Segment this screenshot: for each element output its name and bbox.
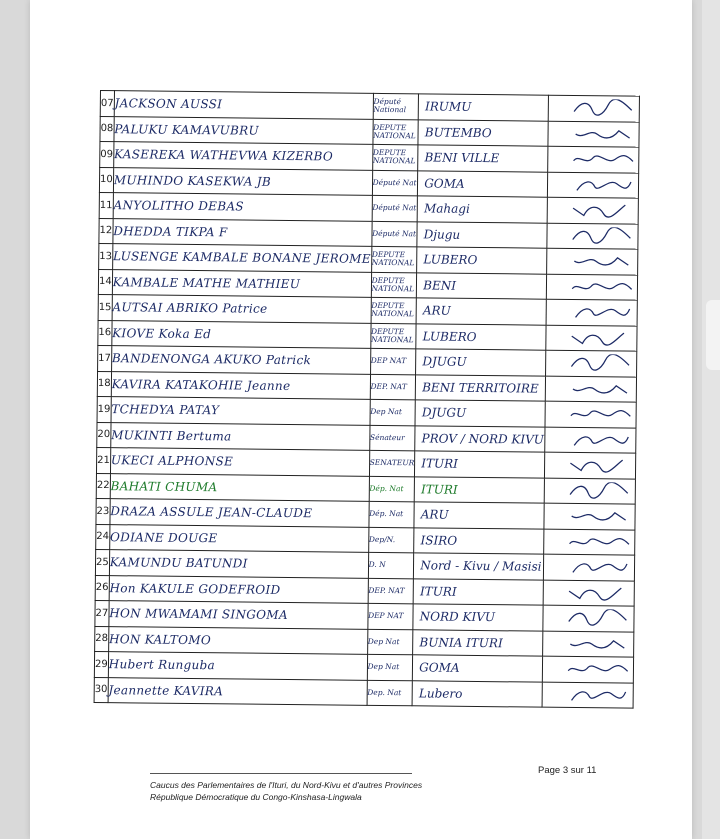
signatory-role: DEPUTE NATIONAL <box>371 275 415 294</box>
row-number: 29 <box>94 658 108 670</box>
signatory-constituency: BENI VILLE <box>424 150 500 166</box>
handwritten-signature <box>562 686 632 705</box>
signatory-name: AUTSAI ABRIKO Patrice <box>112 300 268 317</box>
signatory-role: DEP. NAT <box>370 381 407 391</box>
row-number: 15 <box>98 301 112 313</box>
signatory-name: UKECI ALPHONSE <box>110 453 234 469</box>
signature-table-body <box>94 91 639 709</box>
signatory-role: Dep. Nat <box>367 687 402 697</box>
handwritten-signature <box>566 329 636 348</box>
handwritten-signature <box>562 660 632 679</box>
signatory-name: Hon KAKULE GODEFROID <box>109 580 281 597</box>
signatory-role: DEPUTE NATIONAL <box>373 122 416 141</box>
footer-text <box>150 779 422 803</box>
signatory-constituency: PROV / NORD KIVU <box>421 431 545 447</box>
handwritten-signature <box>567 201 637 220</box>
signatory-name: ANYOLITHO DEBAS <box>113 198 244 214</box>
row-number: 24 <box>96 531 110 543</box>
signatory-role: Dep Nat <box>370 407 402 417</box>
footer-divider <box>150 773 412 774</box>
handwritten-signature <box>564 558 634 577</box>
signatory-name: PALUKU KAMAVUBRU <box>114 121 259 138</box>
signatory-role: Député Nat <box>372 228 417 239</box>
signatory-constituency: DJUGU <box>421 405 467 421</box>
handwritten-signature <box>563 635 633 654</box>
signatory-name: JACKSON AUSSI <box>114 96 223 112</box>
signatory-constituency: LUBERO <box>423 252 478 268</box>
page-number: Page 3 sur 11 <box>538 765 597 776</box>
handwritten-signature <box>567 227 637 246</box>
row-number: 20 <box>97 429 111 441</box>
row-number: 17 <box>98 352 111 364</box>
signatory-name: KAVIRA KATAKOHIE Jeanne <box>111 376 291 393</box>
table-row <box>94 677 633 708</box>
signatory-constituency: BUTEMBO <box>424 125 492 140</box>
row-number: 18 <box>97 378 111 390</box>
signatory-constituency: IRUMU <box>424 99 472 115</box>
signatory-name: KIOVE Koka Ed <box>112 325 212 341</box>
row-number: 28 <box>95 633 109 645</box>
signatory-name: HON KALTOMO <box>108 631 212 647</box>
signatory-name: BAHATI CHUMA <box>110 478 218 495</box>
signatory-name: BANDENONGA AKUKO Patrick <box>111 351 312 368</box>
signatory-role: DEP. NAT <box>368 585 405 595</box>
handwritten-signature <box>565 380 635 399</box>
signatory-name: KAMBALE MATHE MATHIEU <box>112 274 301 291</box>
row-number: 30 <box>94 684 108 696</box>
row-number: 10 <box>100 174 113 186</box>
row-number: 19 <box>97 403 111 415</box>
handwritten-signature <box>568 125 638 144</box>
signatory-role: Dep Nat <box>367 636 400 646</box>
signatory-name: TCHEDYA PATAY <box>111 402 220 418</box>
handwritten-signature <box>563 584 633 603</box>
signatory-constituency: ARU <box>422 303 451 318</box>
signatory-constituency: Nord - Kivu / Masisi <box>420 558 542 574</box>
signatory-role: DEPUTE NATIONAL <box>371 301 414 319</box>
signatory-role: Député National <box>373 97 407 115</box>
row-number: 27 <box>95 607 109 619</box>
signatory-role: DEPUTE NATIONAL <box>371 250 415 268</box>
signatory-role: Dep Nat <box>367 662 400 672</box>
signatory-role: D. N <box>368 560 386 570</box>
signatory-role: DEP NAT <box>368 611 404 621</box>
row-number: 13 <box>99 250 113 262</box>
handwritten-signature <box>568 176 638 195</box>
signatory-constituency: LUBERO <box>422 329 477 344</box>
signatory-name: LUSENGE KAMBALE BONANE JEROME <box>112 249 371 267</box>
row-number: 22 <box>96 480 110 492</box>
signatory-name: MUKINTI Bertuma <box>111 427 232 444</box>
signatory-name: MUHINDO KASEKWA JB <box>113 172 272 189</box>
row-number: 26 <box>95 582 109 594</box>
handwritten-signature <box>565 431 635 450</box>
handwritten-signature <box>563 609 633 628</box>
signatory-constituency: NORD KIVU <box>419 609 496 625</box>
row-number: 11 <box>99 199 113 211</box>
handwritten-signature <box>564 533 634 552</box>
signatory-constituency: ISIRO <box>420 533 458 548</box>
signatory-constituency: ITURI <box>421 456 459 472</box>
signatory-role: DEPUTE NATIONAL <box>372 148 416 166</box>
signatory-name: Hubert Runguba <box>108 657 216 673</box>
footer-line-2: République Démocratique du Congo-Kinshasa-Lingwala <box>150 792 362 802</box>
signatory-constituency: ITURI <box>419 584 457 599</box>
signatory-constituency: Lubero <box>418 686 463 701</box>
signatory-role: Sénateur <box>369 432 405 442</box>
handwritten-signature <box>565 456 635 475</box>
handwritten-signature <box>566 303 636 322</box>
signatory-constituency: BUNIA ITURI <box>419 635 503 650</box>
signatory-constituency: ARU <box>420 507 449 522</box>
row-number: 14 <box>98 276 112 288</box>
signatory-role: Député Nat <box>372 177 417 188</box>
signatory-role: SENATEUR <box>369 458 415 468</box>
row-number: 16 <box>98 327 112 339</box>
signatory-role: Dép. Nat <box>369 483 404 493</box>
signatory-constituency: Djugu <box>423 227 461 242</box>
signatory-name: Jeannette KAVIRA <box>108 682 224 699</box>
signatory-constituency: Mahagi <box>423 201 470 217</box>
row-number: 07 <box>100 97 114 109</box>
signatory-name: DHEDDA TIKPA F <box>113 223 228 240</box>
footer-line-1: Caucus des Parlementaires de l'Ituri, du Nord-Kivu et d'autres Provinces <box>150 780 423 790</box>
signatory-name: KAMUNDU BATUNDI <box>109 555 248 571</box>
handwritten-signature <box>568 99 638 118</box>
handwritten-signature <box>567 252 637 271</box>
signature-table <box>94 90 640 709</box>
handwritten-signature <box>564 482 634 501</box>
signatory-constituency: ITURI <box>420 482 458 497</box>
page-edge <box>702 0 720 839</box>
signatory-constituency: GOMA <box>419 660 460 676</box>
signatory-constituency: DJUGU <box>422 354 467 370</box>
signatory-constituency: BENI TERRITOIRE <box>422 380 539 396</box>
signatory-role: Dep/N. <box>368 534 396 544</box>
signatory-constituency: BENI <box>423 278 457 293</box>
signatory-role: DEP NAT <box>370 356 407 366</box>
handwritten-signature <box>566 354 636 373</box>
signatory-name: HON MWAMAMI SINGOMA <box>109 606 288 623</box>
row-number: 09 <box>100 148 114 160</box>
signatory-role: Dép. Nat <box>369 509 404 519</box>
signatory-name: ODIANE DOUGE <box>109 529 218 546</box>
handwritten-signature <box>566 278 636 297</box>
signatory-role: Député Nat <box>372 203 417 213</box>
row-number: 25 <box>95 556 109 568</box>
signatory-name: DRAZA ASSULE JEAN-CLAUDE <box>110 504 313 521</box>
row-number: 23 <box>96 505 110 517</box>
signatory-constituency: GOMA <box>424 176 465 191</box>
handwritten-signature <box>564 507 634 526</box>
signatory-name: KASEREKA WATHEVWA KIZERBO <box>113 147 334 164</box>
handwritten-signature <box>565 405 635 424</box>
row-number: 12 <box>99 225 113 237</box>
handwritten-signature <box>568 150 638 169</box>
row-number: 21 <box>97 454 110 466</box>
row-number: 08 <box>100 123 114 135</box>
signatory-role: DEPUTE NATIONAL <box>370 326 414 345</box>
